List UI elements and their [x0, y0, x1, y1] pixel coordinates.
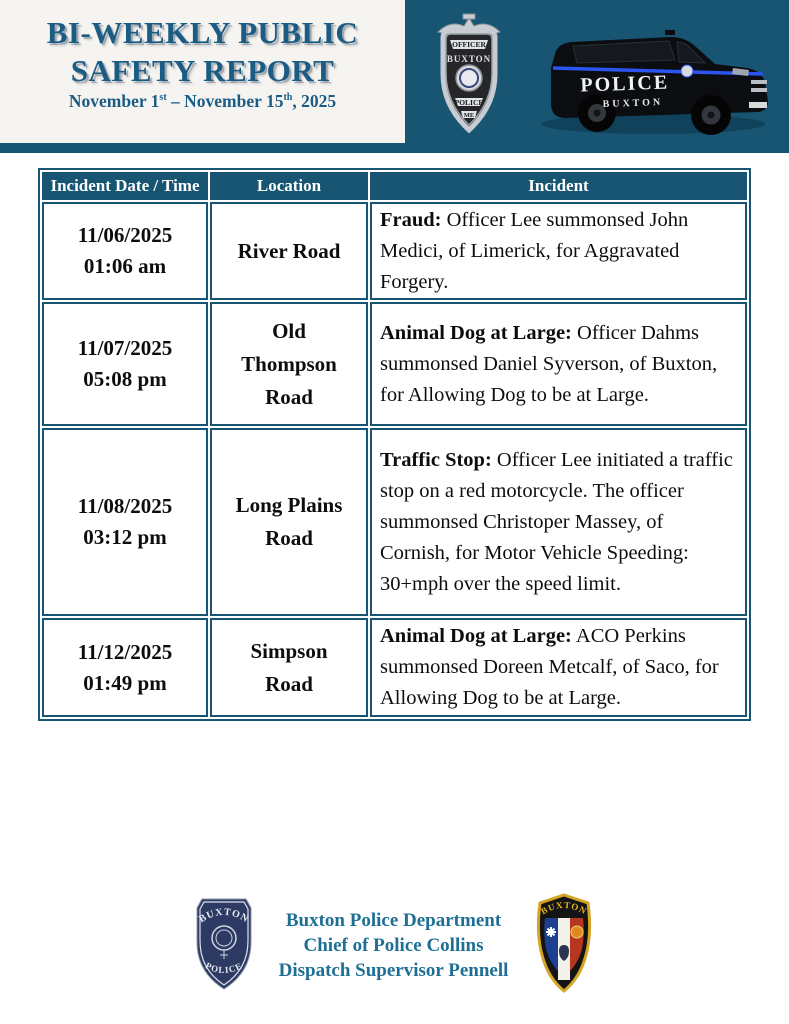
report-title-line1: BI-WEEKLY PUBLIC [46, 15, 359, 50]
suv-door-subtext: BUXTON [602, 96, 664, 111]
incident-table-header-row [42, 172, 747, 200]
footer-line-dispatch: Dispatch Supervisor Pennell [278, 960, 509, 981]
column-header-incident: Incident [370, 172, 747, 200]
left-patch-top-text: BUXTON [196, 906, 251, 925]
header-title-panel [0, 0, 405, 143]
badge-text-officer: OFFICER [452, 40, 486, 49]
report-date-range: November 1st – November 15th, 2025 [68, 91, 337, 111]
report-footer [0, 893, 789, 998]
footer-line-chief: Chief of Police Collins [303, 935, 484, 956]
buxton-public-safety-patch-icon [534, 893, 594, 998]
footer-text-block [279, 908, 509, 983]
incident-location: River Road [210, 202, 368, 300]
report-title-line2: SAFETY REPORT [70, 53, 335, 88]
incident-date-time: 11/06/2025 01:06 am [42, 202, 208, 300]
report-title [10, 14, 395, 90]
incident-date-time: 11/07/2025 05:08 pm [42, 302, 208, 426]
police-badge-icon [430, 6, 508, 143]
incident-description: Animal Dog at Large: Officer Dahms summonsed Daniel Syverson, of Buxton, for Allowing Dog to be at Large. [370, 302, 747, 426]
badge-text-buxton: BUXTON [446, 54, 492, 64]
badge-text-me: ME [463, 112, 475, 119]
buxton-police-patch-icon [195, 895, 253, 997]
incident-date-time: 11/12/2025 01:49 pm [42, 618, 208, 716]
incident-table [38, 168, 751, 721]
column-header-location: Location [210, 172, 368, 200]
incident-row [42, 618, 747, 716]
badge-text-police: POLICE [454, 98, 484, 107]
incident-row [42, 202, 747, 300]
column-header-date-time: Incident Date / Time [42, 172, 208, 200]
right-patch-top-text: BUXTON [539, 899, 590, 917]
incident-row [42, 428, 747, 616]
left-patch-bottom-text: POLICE [203, 959, 244, 975]
police-suv-image [525, 8, 777, 147]
incident-location: Long Plains Road [210, 428, 368, 616]
incident-date-time: 11/08/2025 03:12 pm [42, 428, 208, 616]
incident-row [42, 302, 747, 426]
incident-description: Fraud: Officer Lee summonsed John Medici, of Limerick, for Aggravated Forgery. [370, 202, 747, 300]
incident-description: Traffic Stop: Officer Lee initiated a traffic stop on a red motorcycle. The officer summonsed Christoper Massey, of Cornish, for Motor Vehicle Speeding: 30+mph over the speed limit. [370, 428, 747, 616]
footer-line-department: Buxton Police Department [285, 910, 502, 931]
suv-door-text: POLICE [580, 71, 670, 97]
incident-location: Simpson Road [210, 618, 368, 716]
incident-location: Old Thompson Road [210, 302, 368, 426]
incident-description: Animal Dog at Large: ACO Perkins summonsed Doreen Metcalf, of Saco, for Allowing Dog to be at Large. [370, 618, 747, 716]
